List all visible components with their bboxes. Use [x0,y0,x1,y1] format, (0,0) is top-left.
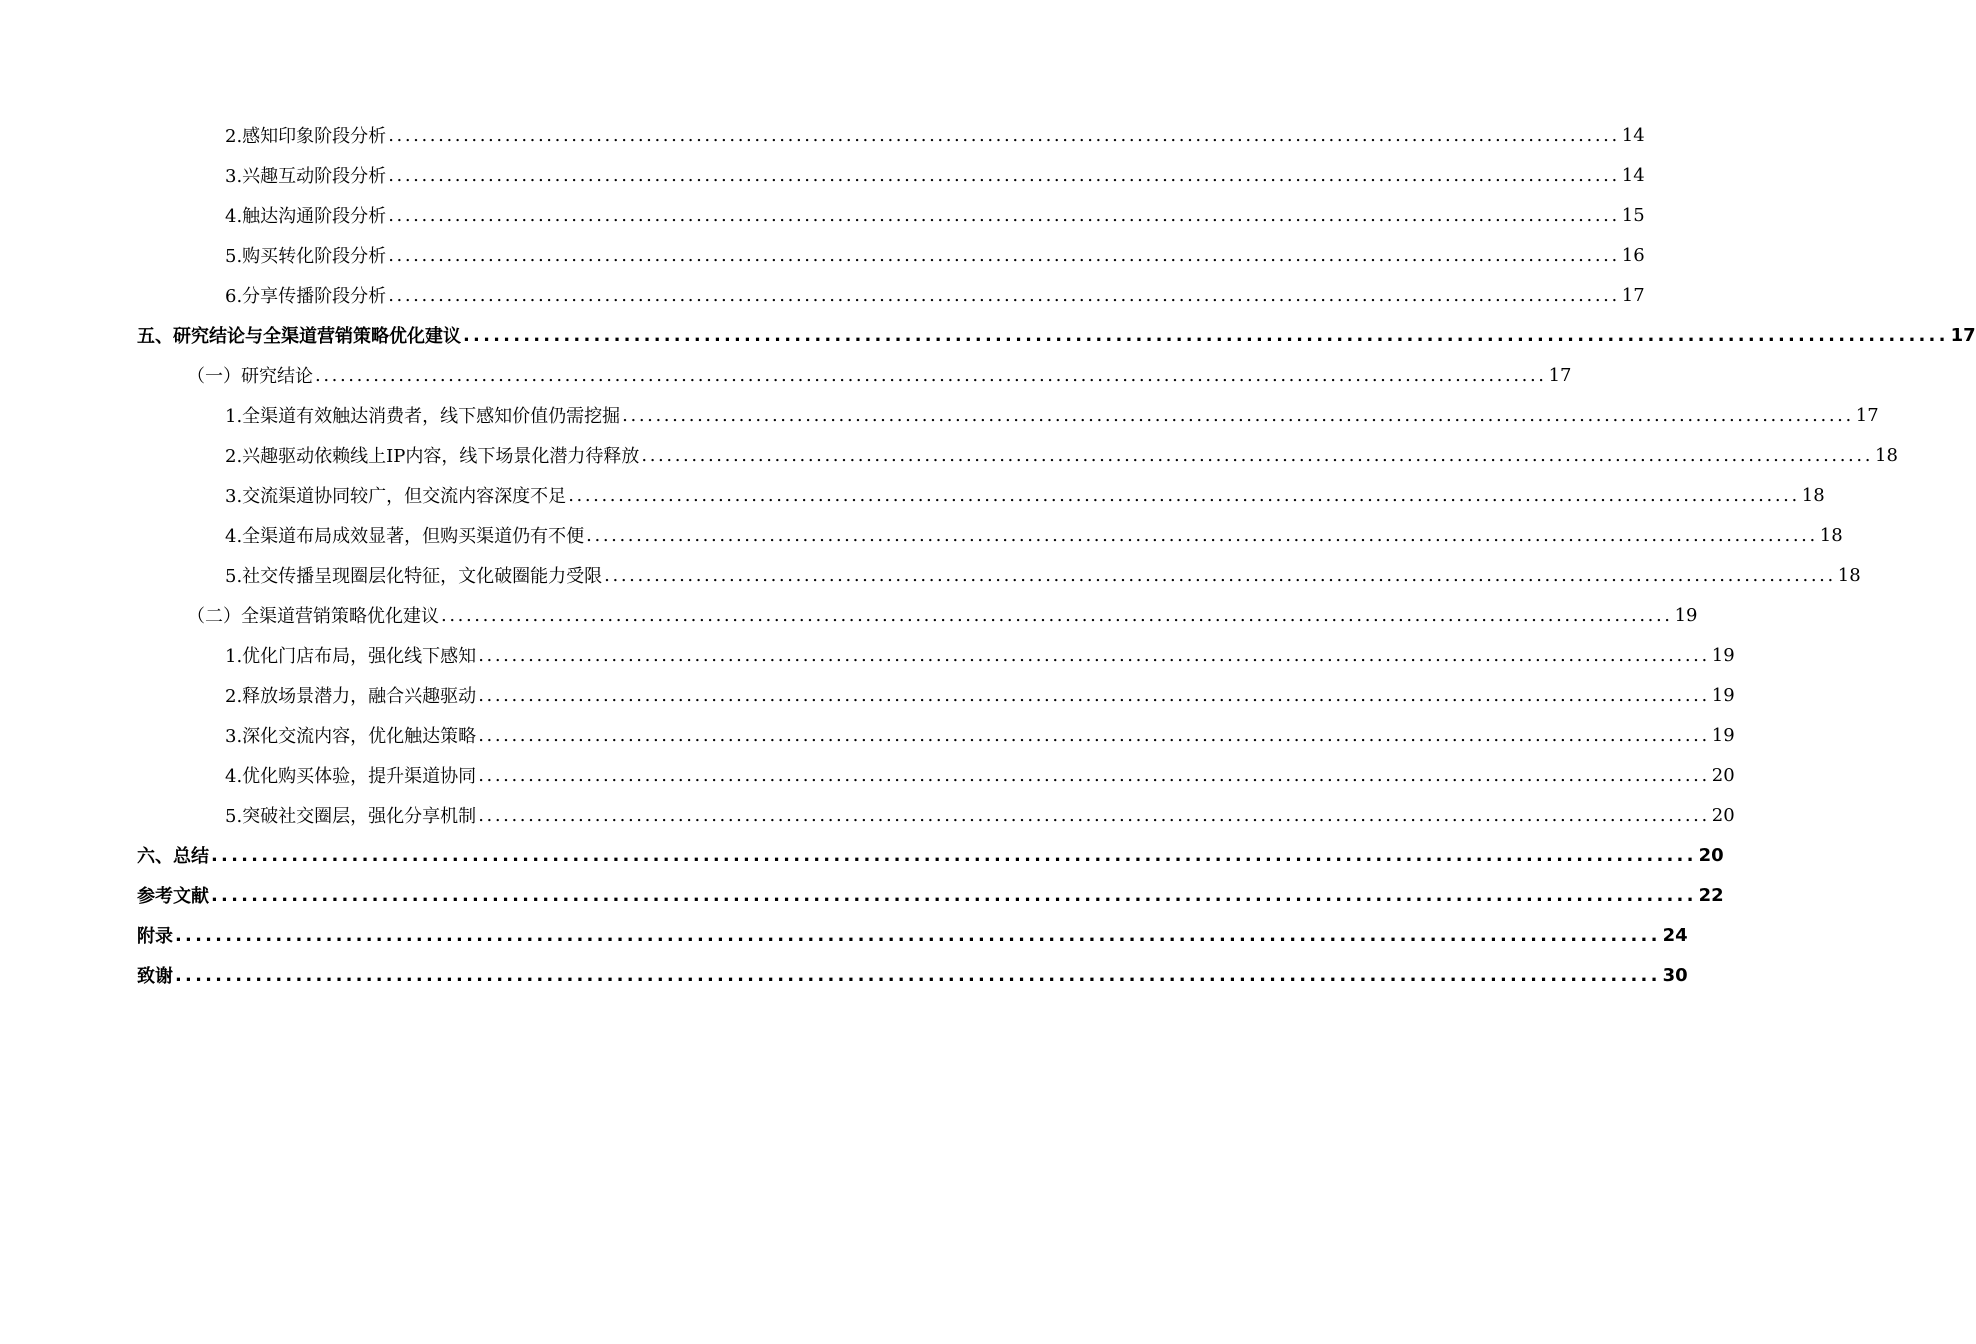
toc-section-title: （二）全渠道营销策略优化建议 [187,606,439,627]
toc-entry[interactable] [0,795,1735,835]
toc-chapter-entry[interactable] [0,835,1724,875]
toc-entry-title: 5.突破社交圈层，强化分享机制 [225,806,477,827]
toc-entry-title: 3.深化交流内容，优化触达策略 [225,726,477,747]
toc-entry-page-number: 20 [1711,804,1735,826]
toc-entry[interactable] [0,675,1735,715]
toc-section-entry[interactable] [0,355,1572,395]
toc-entry[interactable] [0,275,1645,315]
toc-entry-page-number: 20 [1698,844,1724,866]
toc-dot-leader: .................................................................................................................................................... [478,724,1710,746]
toc-entry-title: 2.释放场景潜力，融合兴趣驱动 [225,686,477,707]
toc-section-entry[interactable] [0,595,1698,635]
toc-entry-title: 4.触达沟通阶段分析 [225,206,387,227]
toc-entry-title: 4.全渠道布局成效显著，但购买渠道仍有不便 [225,526,585,547]
toc-entry-page-number: 14 [1621,124,1645,146]
toc-entry-page-number: 18 [1875,444,1898,466]
toc-entry[interactable] [0,155,1645,195]
toc-entry-page-number: 19 [1674,604,1698,626]
toc-dot-leader: .................................................................................................................................................... [463,324,1949,346]
toc-entry-title: 3.交流渠道协同较广，但交流内容深度不足 [225,486,567,507]
toc-entry-title: 1.全渠道有效触达消费者，线下感知价值仍需挖掘 [225,406,621,427]
toc-entry-page-number: 18 [1801,484,1825,506]
toc-entry[interactable] [0,635,1735,675]
table-of-contents [0,115,1976,995]
toc-dot-leader: .................................................................................................................................................... [441,604,1673,626]
toc-entry-page-number: 16 [1621,244,1645,266]
toc-chapter-entry[interactable] [0,955,1688,995]
toc-entry-title: 5.社交传播呈现圈层化特征，文化破圈能力受限 [225,566,603,587]
toc-dot-leader: .................................................................................................................................................... [478,684,1710,706]
toc-entry-page-number: 17 [1548,364,1572,386]
toc-dot-leader: .................................................................................................................................................... [211,884,1697,906]
toc-chapter-title: 附录 [137,926,173,947]
toc-entry[interactable] [0,515,1843,555]
toc-entry-title: 3.兴趣互动阶段分析 [225,166,387,187]
toc-section-title: （一）研究结论 [187,366,313,387]
toc-entry-page-number: 19 [1711,724,1735,746]
toc-entry-title: 5.购买转化阶段分析 [225,246,387,267]
toc-chapter-title: 五、研究结论与全渠道营销策略优化建议 [137,326,461,347]
toc-entry-page-number: 19 [1711,644,1735,666]
toc-entry-page-number: 30 [1662,964,1688,986]
toc-dot-leader: .................................................................................................................................................... [641,444,1874,466]
toc-chapter-entry[interactable] [0,315,1976,355]
toc-entry-page-number: 14 [1621,164,1645,186]
toc-dot-leader: .................................................................................................................................................... [388,124,1620,146]
toc-dot-leader: .................................................................................................................................................... [388,284,1620,306]
toc-entry-page-number: 18 [1819,524,1843,546]
toc-entry[interactable] [0,115,1645,155]
toc-entry-page-number: 15 [1621,204,1645,226]
toc-dot-leader: .................................................................................................................................................... [388,204,1620,226]
toc-dot-leader: .................................................................................................................................................... [388,164,1620,186]
toc-chapter-entry[interactable] [0,875,1724,915]
toc-entry-title: 2.感知印象阶段分析 [225,126,387,147]
toc-dot-leader: .................................................................................................................................................... [315,364,1547,386]
toc-entry-title: 2.兴趣驱动依赖线上IP内容，线下场景化潜力待释放 [225,446,640,467]
toc-dot-leader: .................................................................................................................................................... [388,244,1620,266]
toc-entry-page-number: 17 [1950,324,1976,346]
toc-entry-title: 4.优化购买体验，提升渠道协同 [225,766,477,787]
toc-entry-page-number: 18 [1837,564,1861,586]
toc-entry-page-number: 22 [1698,884,1724,906]
toc-chapter-title: 六、总结 [137,846,209,867]
toc-dot-leader: .................................................................................................................................................... [175,924,1661,946]
toc-dot-leader: .................................................................................................................................................... [586,524,1818,546]
toc-entry[interactable] [0,435,1898,475]
toc-chapter-title: 参考文献 [137,886,209,907]
toc-dot-leader: .................................................................................................................................................... [175,964,1661,986]
toc-chapter-entry[interactable] [0,915,1688,955]
toc-entry[interactable] [0,555,1861,595]
toc-dot-leader: .................................................................................................................................................... [478,644,1710,666]
toc-entry-page-number: 24 [1662,924,1688,946]
toc-entry-page-number: 17 [1621,284,1645,306]
toc-entry-title: 6.分享传播阶段分析 [225,286,387,307]
toc-entry-page-number: 17 [1855,404,1879,426]
toc-dot-leader: .................................................................................................................................................... [478,804,1710,826]
toc-entry[interactable] [0,195,1645,235]
toc-entry[interactable] [0,715,1735,755]
toc-dot-leader: .................................................................................................................................................... [568,484,1800,506]
toc-entry[interactable] [0,475,1825,515]
toc-entry-page-number: 19 [1711,684,1735,706]
toc-dot-leader: .................................................................................................................................................... [604,564,1836,586]
toc-entry[interactable] [0,755,1735,795]
toc-dot-leader: .................................................................................................................................................... [622,404,1854,426]
toc-dot-leader: .................................................................................................................................................... [478,764,1710,786]
toc-entry-page-number: 20 [1711,764,1735,786]
toc-chapter-title: 致谢 [137,966,173,987]
toc-dot-leader: .................................................................................................................................................... [211,844,1697,866]
toc-entry[interactable] [0,395,1879,435]
toc-entry-title: 1.优化门店布局，强化线下感知 [225,646,477,667]
toc-entry[interactable] [0,235,1645,275]
